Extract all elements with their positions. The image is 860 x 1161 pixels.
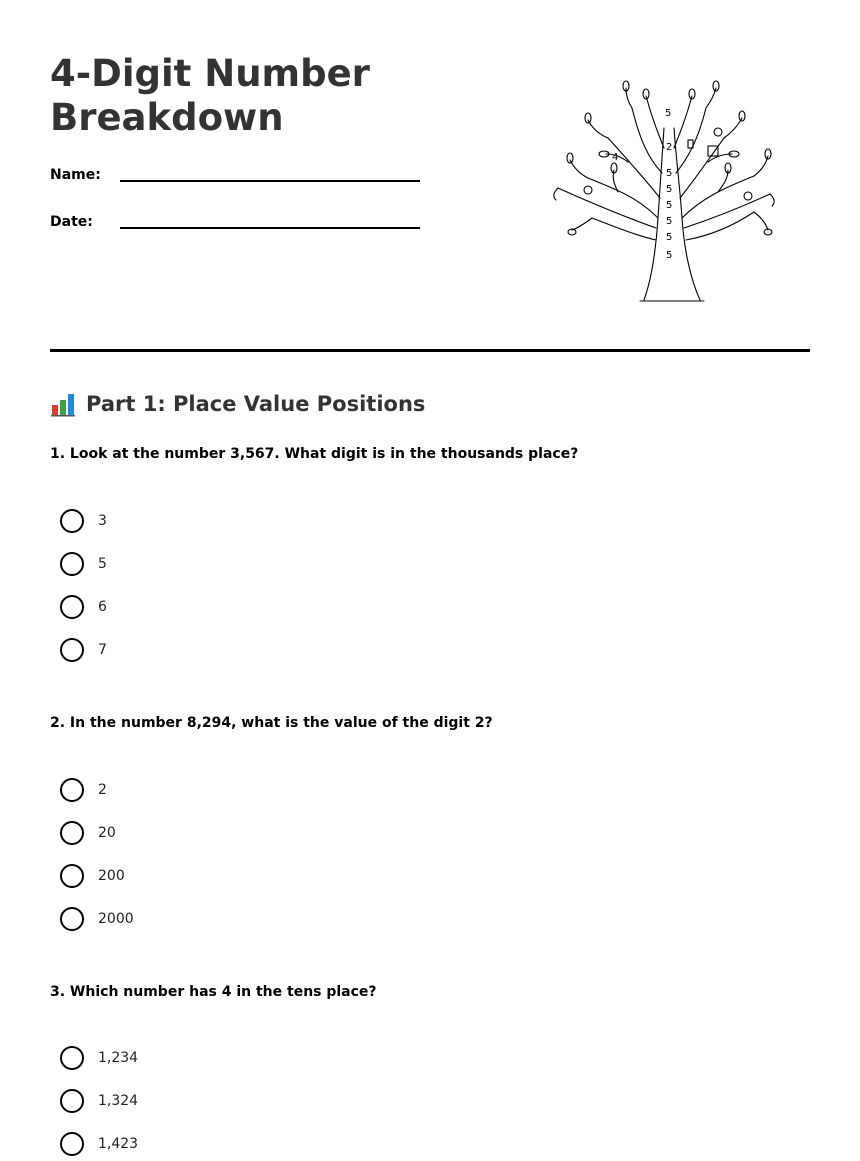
date-input-line[interactable] [120,227,420,229]
tree-digit: 2 [666,142,673,153]
tree-digit: 5 [665,108,672,119]
option-label: 3 [98,513,107,529]
worksheet-title: 4-Digit Number Breakdown [50,52,370,139]
option-label: 200 [98,868,125,884]
option-label: 20 [98,825,116,841]
name-field [50,166,430,196]
radio-button[interactable] [60,821,84,845]
radio-button[interactable] [60,1089,84,1113]
option-label: 2 [98,782,107,798]
q3-option-b[interactable] [60,1088,138,1114]
radio-button[interactable] [60,638,84,662]
option-label: 1,234 [98,1050,139,1066]
tree-digit: 5 [666,216,673,227]
radio-button[interactable] [60,864,84,888]
q2-option-c[interactable] [60,863,125,889]
radio-button[interactable] [60,552,84,576]
q1-option-d[interactable] [60,637,107,663]
part1-title: Part 1: Place Value Positions [86,392,426,416]
option-label: 2000 [98,911,134,927]
tree-digit: 5 [666,200,673,211]
question-2: 2. In the number 8,294, what is the value of the digit 2? [50,715,493,731]
tree-digit: 5 [666,250,673,261]
part1-heading [50,388,425,420]
q3-option-c[interactable] [60,1131,138,1157]
tree-digit: 4 [612,152,619,163]
q1-option-b[interactable] [60,551,107,577]
q1-option-a[interactable] [60,508,107,534]
tree-digit: 5 [666,184,673,195]
option-label: 5 [98,556,107,572]
name-label: Name: [50,167,101,183]
option-label: 1,324 [98,1093,139,1109]
date-label: Date: [50,214,93,230]
q2-option-a[interactable] [60,777,107,803]
tree-digit: 5 [666,232,673,243]
radio-button[interactable] [60,1132,84,1156]
radio-button[interactable] [60,907,84,931]
question-3: 3. Which number has 4 in the tens place? [50,984,377,1000]
q1-option-c[interactable] [60,594,107,620]
radio-button[interactable] [60,778,84,802]
q2-option-d[interactable] [60,906,134,932]
question-1: 1. Look at the number 3,567. What digit is in the thousands place? [50,446,579,462]
place-value-tree-icon [548,78,780,308]
section-divider [50,349,810,352]
radio-button[interactable] [60,1046,84,1070]
option-label: 7 [98,642,107,658]
option-label: 1,423 [98,1136,139,1152]
radio-button[interactable] [60,509,84,533]
q3-option-a[interactable] [60,1045,138,1071]
name-input-line[interactable] [120,180,420,182]
q2-option-b[interactable] [60,820,116,846]
tree-digit: 5 [666,168,673,179]
radio-button[interactable] [60,595,84,619]
bar-chart-icon [50,391,76,417]
option-label: 6 [98,599,107,615]
date-field [50,213,430,243]
